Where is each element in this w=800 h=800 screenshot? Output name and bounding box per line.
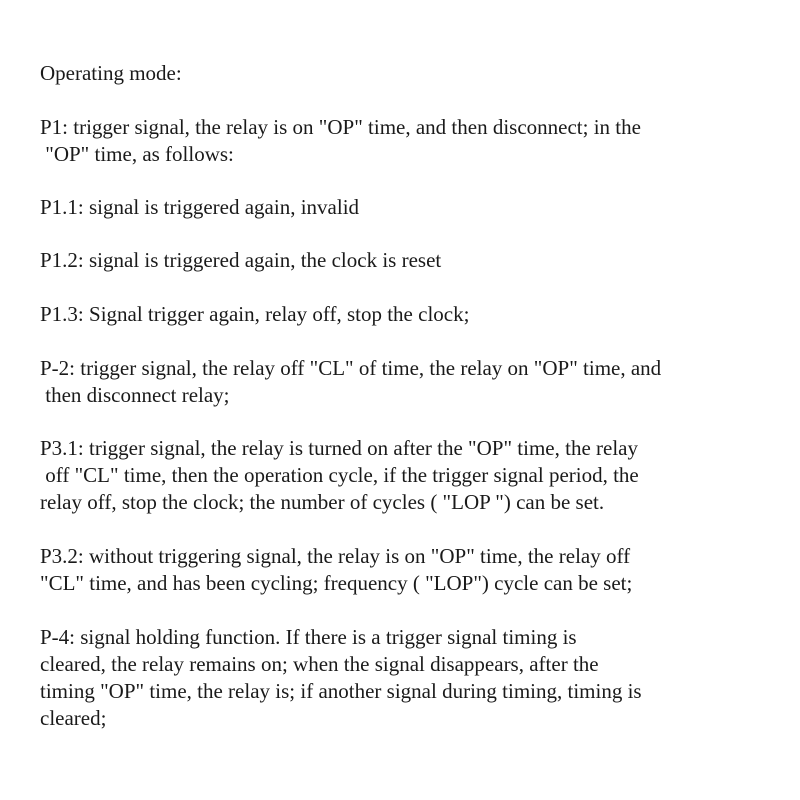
p3-1-line-1: P3.1: trigger signal, the relay is turned on after the "OP" time, the relay <box>40 436 638 460</box>
p2-line-1: P-2: trigger signal, the relay off "CL" of time, the relay on "OP" time, and <box>40 356 662 380</box>
p4-line-1: P-4: signal holding function. If there is a trigger signal timing is <box>40 625 577 649</box>
p3-1-line-2: off "CL" time, then the operation cycle, if the trigger signal period, the <box>40 463 639 487</box>
p1-2-line: P1.2: signal is triggered again, the clock is reset <box>40 248 442 272</box>
p2-line-2: then disconnect relay; <box>40 383 230 407</box>
p1-line-2: "OP" time, as follows: <box>40 142 234 166</box>
p3-1-line-3: relay off, stop the clock; the number of cycles ( "LOP ") can be set. <box>40 490 605 514</box>
p4-line-4: cleared; <box>40 706 107 730</box>
heading-operating-mode: Operating mode: <box>40 61 182 85</box>
p3-2-line-2: "CL" time, and has been cycling; frequency ( "LOP") cycle can be set; <box>40 571 633 595</box>
p1-line-1: P1: trigger signal, the relay is on "OP" time, and then disconnect; in the <box>40 115 641 139</box>
p1-1-line: P1.1: signal is triggered again, invalid <box>40 195 360 219</box>
p3-2-line-1: P3.2: without triggering signal, the relay is on "OP" time, the relay off <box>40 544 631 568</box>
p4-line-3: timing "OP" time, the relay is; if another signal during timing, timing is <box>40 679 642 703</box>
p4-line-2: cleared, the relay remains on; when the signal disappears, after the <box>40 652 599 676</box>
p1-3-line: P1.3: Signal trigger again, relay off, stop the clock; <box>40 302 470 326</box>
